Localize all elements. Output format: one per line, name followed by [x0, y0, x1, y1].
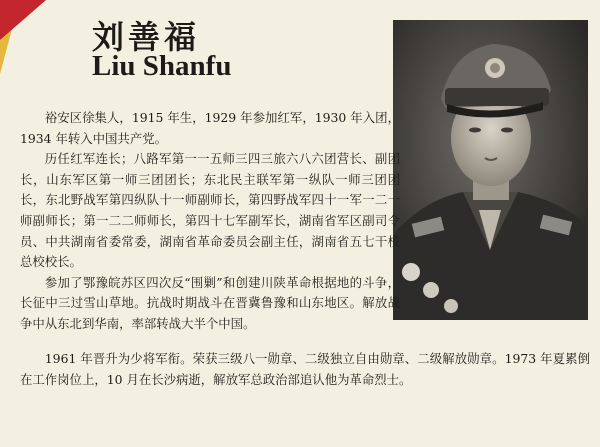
person-name-english: Liu Shanfu	[92, 50, 232, 82]
decorative-corner-red	[0, 0, 46, 40]
biography-text	[20, 108, 400, 335]
biography-text-wide	[20, 349, 590, 390]
biography-paragraph-honors: 1961 年晋升为少将军衔。荣获三级八一勋章、二级独立自由勋章、二级解放勋章。1973 年夏累倒在工作岗位上，10 月在长沙病逝，解放军总政治部追认他为革命烈士。	[20, 351, 590, 387]
portrait-photo	[393, 20, 588, 320]
portrait-illustration	[393, 20, 588, 320]
biography-paragraph-origin: 裕安区徐集人，1915 年生，1929 年参加红军，1930 年入团，1934 年转入中国共产党。	[20, 110, 400, 146]
person-name-chinese: 刘善福	[92, 18, 201, 56]
biography-paragraph-positions: 历任红军连长；八路军第一一五师三四三旅六八六团营长、副团长，山东军区第一师三团团长；东北民主联军第一纵队一师三团团长，东北野战军第四纵队十一师副师长，第四野战军四十一军一二一师副师长；第一二二师师长，第四十七军副军长，湖南省军区副司令员、中共湖南省委常委，湖南省革命委员会副主任，湖南省五七干校总校校长。	[20, 151, 400, 270]
biography-paragraph-campaigns: 参加了鄂豫皖苏区四次反“围剿”和创建川陕革命根据地的斗争，长征中三过雪山草地。抗战时期战斗在晋冀鲁豫和山东地区。解放战争中从东北到华南，率部转战大半个中国。	[20, 274, 400, 331]
